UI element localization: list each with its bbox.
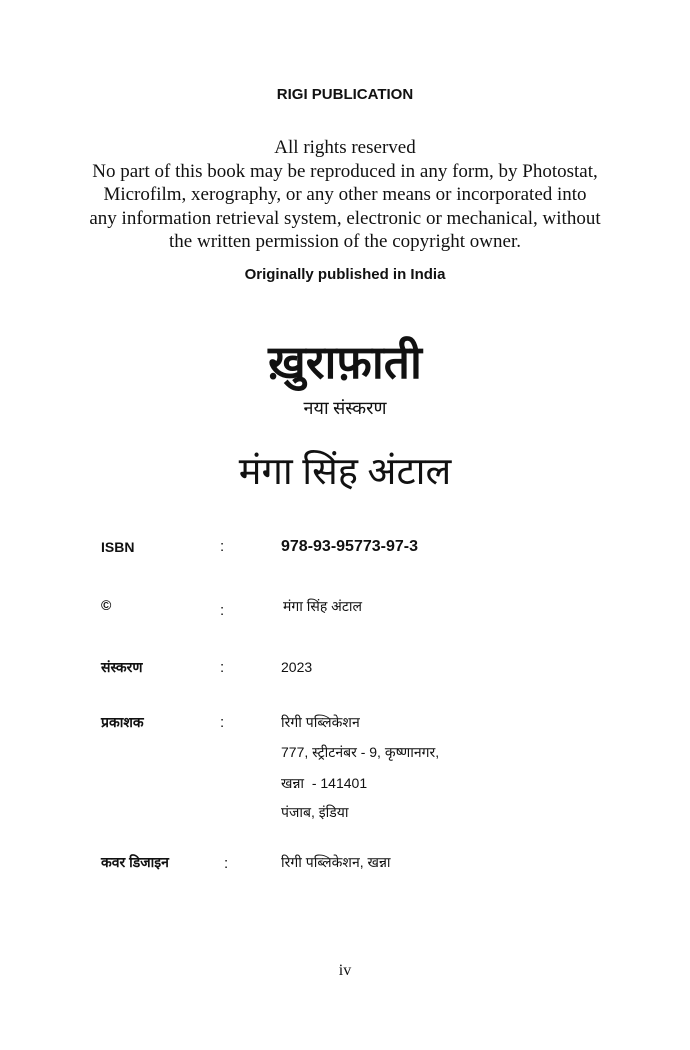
publisher-line: खन्ना - 141401 <box>281 775 368 791</box>
rights-line: Microfilm, xerography, or any other means or incorporated into <box>103 184 587 205</box>
publisher-line: 777, स्ट्रीटनंबर - 9, कृष्णानगर, <box>281 744 440 760</box>
book-author: मंगा सिंह अंटाल <box>238 451 452 493</box>
cover-design-label: कवर डिजाइन <box>101 854 169 870</box>
edition-value: 2023 <box>281 659 313 675</box>
book-title: ख़ुराफ़ाती <box>268 337 422 388</box>
copyright-value: मंगा सिंह अंटाल <box>283 598 363 614</box>
isbn-value: 978-93-95773-97-3 <box>281 538 418 555</box>
publisher-heading: RIGI PUBLICATION <box>276 86 414 103</box>
separator: : <box>220 602 225 619</box>
publisher-line: पंजाब, इंडिया <box>281 804 349 820</box>
rights-line: any information retrieval system, electronic or mechanical, without <box>89 207 601 229</box>
separator: : <box>220 538 225 555</box>
rights-line: No part of this book may be reproduced in any form, by Photostat, <box>92 160 598 182</box>
book-subtitle: नया संस्करण <box>303 398 387 418</box>
separator: : <box>220 659 225 676</box>
origin-note: Originally published in India <box>244 266 446 283</box>
publisher-line: रिगी पब्लिकेशन <box>281 714 360 730</box>
publisher-label: प्रकाशक <box>101 714 144 730</box>
separator: : <box>220 714 225 731</box>
rights-line: the written permission of the copyright owner. <box>169 231 521 252</box>
rights-line: All rights reserved <box>274 137 416 158</box>
copyright-label: © <box>101 597 112 613</box>
isbn-label: ISBN <box>101 539 135 555</box>
cover-design-value: रिगी पब्लिकेशन, खन्ना <box>281 854 391 870</box>
rights-notice <box>0 136 690 254</box>
edition-label: संस्करण <box>101 659 143 675</box>
separator: : <box>224 855 229 872</box>
page-number: iv <box>338 962 352 979</box>
